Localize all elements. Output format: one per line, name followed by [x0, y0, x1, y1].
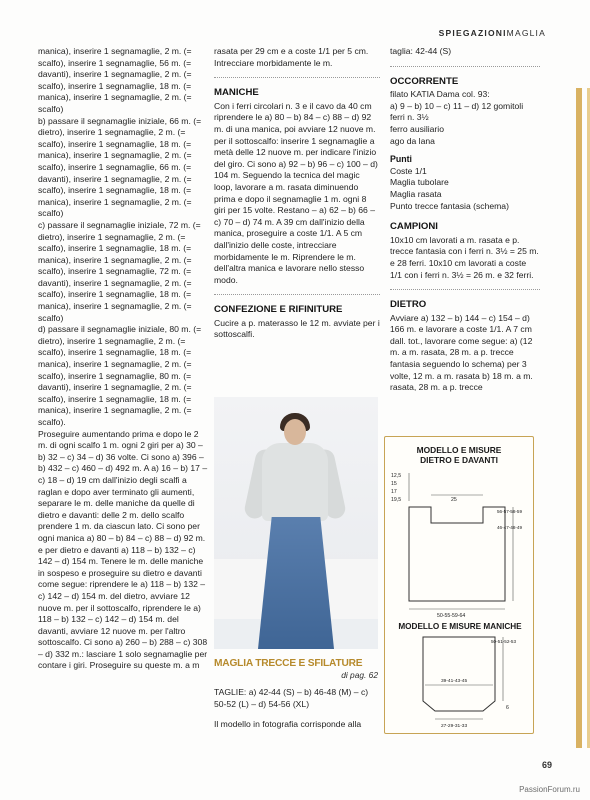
divider — [390, 289, 540, 290]
pattern-title: MAGLIA TRECCE E SFILATURE — [214, 658, 363, 669]
punti-line: Coste 1/1 — [390, 165, 427, 176]
body-left-label: 15 — [391, 481, 397, 487]
column-3 — [390, 46, 540, 394]
diagram1-title-line1: MODELLO E MISURE — [416, 445, 502, 455]
model-photo — [214, 397, 378, 649]
col2-intro: rasata per 29 cm e a coste 1/1 per 5 cm. Intrecciare morbidamente le m. — [214, 46, 369, 68]
col1-para-1: manica), inserire 1 segnamaglie, 2 m. (= scalfo), inserire 1 segnamaglie, 56 m. (= davanti), inserire 1 segnamaglie, 2 m. (= scalfo), inserire 1 segnamaglie, 18 m. (= manica), inserire 1 segnamaglie, 2 m. (= scalfo) — [38, 46, 192, 114]
body-right-top-label: 56-57-58-59 — [497, 509, 523, 514]
body-left-label: 12,5 — [391, 473, 402, 479]
confezione-heading: CONFEZIONE E RIFINITURE — [214, 304, 343, 316]
taglia-line: taglia: 42-44 (S) — [390, 46, 452, 56]
occorrente-line: ferro ausiliario — [390, 123, 444, 134]
column-1 — [38, 46, 208, 672]
gold-margin-bar — [576, 88, 582, 748]
photo-face — [284, 419, 306, 445]
col1-para-2: b) passare il segnamaglie iniziale, 66 m. (= dietro), inserire 1 segnamaglie, 2 m. (= scalfo), inserire 1 segnamaglie, 18 m. (= manica), inserire 1 segnamaglie, 2 m. (= scalfo), inserire 1 segnamaglie, 66 m. (= davanti), inserire 1 segnamaglie, 2 m. (= scalfo), inserire 1 segnamaglie, 18 m. (= manica), inserire 1 segnamaglie, 2 m. (= scalfo) — [38, 115, 202, 219]
page-number: 69 — [541, 760, 552, 770]
photo-denim-skirt — [258, 517, 334, 649]
occorrente-line: ferri n. 3½ — [390, 112, 429, 123]
col1-para-5: Proseguire aumentando prima e dopo le 2 m. di ogni scalfo 1 m. ogni 2 giri per a) 30 – b) 32 – c) 34 – d) 36 volte. Ci sono a) 396 – b) 432 – c) 460 – d) 492 m. A a) 16 – b) 17 – c) 18 – d) 19 cm dall'inizio degli scalfi a raglan e dopo aver terminato gli aumenti, separare le m. delle maniche da quelle di dietro e davanti: delle 2 m. dello scalfo prendere 1 m. da ciascun lato. Ci sono per ogni manica a) 80 – b) 84 – c) 88 – d) 92 m. e per dietro e davanti a) 118 – b) 132 – c) 142 – d) 154 m. Tenere le m. delle maniche in sospeso e proseguire su dietro e davanti come segue: riprendere le a) 118 – b) 132 – c) 142 – d) 154 m. del dietro, avviare 12 nuove m. per il sottoscalfo, riprendere le a) 118 – b) 132 – c) 142 – d) 154 m. del davanti, avviare 12 nuove m. per l'altro sottoscalfo. Ci sono a) 260 – b) 288 – c) 308 – d) 332 m.: lasciare 1 solo segnamaglie per contare i giri. Proseguire su queste m. a m — [38, 428, 208, 671]
body-left-label: 17 — [391, 489, 397, 495]
occorrente-line: ago da lana — [390, 135, 435, 146]
campioni-heading: CAMPIONI — [390, 221, 438, 233]
photo-note: Il modello in fotografia corrisponde alla — [214, 719, 362, 730]
diagram1-title-line2: DIETRO E DAVANTI — [420, 455, 498, 465]
schematic-box — [384, 436, 534, 734]
col1-para-4: d) passare il segnamaglie iniziale, 80 m. (= dietro), inserire 1 segnamaglie, 2 m. (= scalfo), inserire 1 segnamaglie, 18 m. (= manica), inserire 1 segnamaglie, 2 m. (= scalfo), inserire 1 segnamaglie, 80 m. (= davanti), inserire 1 segnamaglie, 2 m. (= scalfo), inserire 1 segnamaglie, 18 m. (= manica), inserire 1 segnamaglie, 2 m. (= scalfo). — [38, 324, 202, 427]
punti-line: Maglia rasata — [390, 188, 442, 199]
divider — [214, 77, 380, 78]
sleeve-bottom-label: 27-29-31-33 — [441, 724, 468, 729]
occorrente-line: a) 9 – b) 10 – c) 11 – d) 12 gomitoli — [390, 100, 524, 111]
watermark: PassionForum.ru — [519, 785, 580, 794]
body-bottom-label: 50-55-59-64 — [437, 613, 466, 619]
body-right-bottom-label: 46-47-48-49 — [497, 525, 523, 530]
diagram2-title: MODELLO E MISURE MANICHE — [398, 622, 522, 631]
maniche-text: Con i ferri circolari n. 3 e il cavo da 40 cm riprendere le a) 80 – b) 84 – c) 88 – d) 92 m. di una manica, poi avviare 12 nuove m. per il sottoscalfo: inserire 1 segnamaglie a metà delle 12 nuove m. per indicare l'inizio del giro. Ci sono a) 92 – b) 96 – c) 100 – d) 104 m. Seguendo la tecnica del magic loop, lavorare a m. rasata diminuendo prima e dopo il segnamaglie 1 m. ogni 8 giri per 15 volte. Restano – a) 62 – b) 66 – c) 70 – d) 74 m. A 39 cm dall'inizio della manica, proseguire a coste 1/1. A 5 cm dall'inizio delle coste, intrecciare morbidamente le m. Riprendere le m. dell'altra manica e lavorare nello stesso modo. — [214, 100, 378, 285]
punti-heading: Punti — [390, 154, 412, 165]
punti-line: Maglia tubolare — [390, 177, 449, 188]
sleeve-diagram — [398, 622, 522, 729]
header-left: SPIEGAZIONI — [438, 28, 507, 38]
maniche-heading: MANICHE — [214, 87, 259, 99]
schematic-drawings — [385, 437, 535, 735]
page-reference: di pag. 62 — [341, 670, 378, 680]
dietro-heading: DIETRO — [390, 299, 427, 311]
header-right: MAGLIA — [506, 28, 546, 38]
body-outline — [409, 507, 505, 601]
sleeve-cuff-height-label: 6 — [506, 705, 509, 711]
section-header — [439, 28, 546, 38]
occorrente-line: filato KATIA Dama col. 93: — [390, 89, 490, 100]
punti-line: Punto trecce fantasia (schema) — [390, 200, 509, 211]
sleeve-outline — [423, 637, 495, 711]
occorrente-heading: OCCORRENTE — [390, 75, 459, 87]
sleeve-right-top-label: 50-51-52-53 — [491, 639, 517, 644]
divider — [214, 294, 380, 295]
sleeve-middle-label: 39-41-43-45 — [441, 679, 468, 684]
sizes-text: TAGLIE: a) 42-44 (S) – b) 46-48 (M) – c) 50-52 (L) – d) 54-56 (XL) — [214, 687, 369, 709]
column-2 — [214, 46, 380, 341]
body-diagram — [391, 473, 522, 619]
divider — [390, 66, 540, 67]
confezione-text: Cucire a p. materasso le 12 m. avviate per i sottoscalfi. — [214, 317, 380, 340]
photo-sweater — [262, 443, 328, 521]
dietro-text: Avviare a) 132 – b) 144 – c) 154 – d) 166 m. e lavorare a coste 1/1. A 7 cm dall. tot., lavorare come segue: a) (12 m. a m. rasata, 28 m. a p. trecce fantasia seguendo lo schema) per 3 volte, 12 m. a m. rasata b) 18 m. a m. rasata, 28 m. a p. trecce — [390, 312, 533, 393]
body-left-label: 19,5 — [391, 497, 402, 503]
col1-para-3: c) passare il segnamaglie iniziale, 72 m. (= dietro), inserire 1 segnamaglie, 2 m. (= scalfo), inserire 1 segnamaglie, 18 m. (= manica), inserire 1 segnamaglie, 2 m. (= scalfo), inserire 1 segnamaglie, 72 m. (= davanti), inserire 1 segnamaglie, 2 m. (= scalfo), inserire 1 segnamaglie, 18 m. (= manica), inserire 1 segnamaglie, 2 m. (= scalfo) — [38, 219, 201, 323]
campioni-text: 10x10 cm lavorati a m. rasata e p. trecce fantasia con i ferri n. 3½ = 25 m. e 28 ferri. 10x10 cm lavorati a coste 1/1 con i ferri n. 3½ = 26 m. e 32 ferri. — [390, 234, 539, 280]
photo-caption — [214, 658, 378, 731]
body-neck-label: 25 — [451, 497, 457, 503]
